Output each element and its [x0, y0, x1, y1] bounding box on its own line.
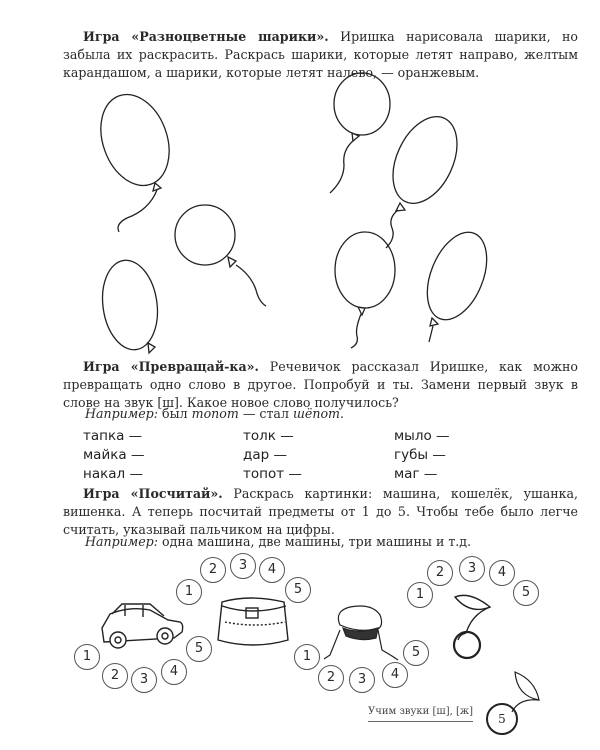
- word-item: губы —: [394, 447, 446, 463]
- word-item: тапка —: [83, 428, 143, 444]
- balloon[interactable]: [416, 224, 499, 342]
- cherry-illustration: [454, 595, 490, 658]
- count-circle[interactable]: 4: [259, 557, 285, 583]
- count-circle[interactable]: 5: [285, 577, 311, 603]
- car-illustration: [102, 604, 183, 648]
- word-item: накал —: [83, 466, 143, 482]
- example-label: Например:: [85, 534, 158, 549]
- hat-illustration: [324, 606, 398, 660]
- cherry-leaf-decoration: [512, 672, 539, 712]
- balloon[interactable]: [89, 85, 181, 232]
- word-item: майка —: [83, 447, 145, 463]
- count-circle[interactable]: 3: [131, 667, 157, 693]
- purse-illustration: [218, 598, 288, 645]
- count-circle[interactable]: 2: [200, 557, 226, 583]
- game3-example: [85, 534, 471, 549]
- word-item: толк —: [243, 428, 294, 444]
- count-circle[interactable]: 2: [318, 665, 344, 691]
- running-title: Учим звуки [ш], [ж]: [368, 706, 473, 722]
- example-text: .: [340, 406, 345, 421]
- count-circle[interactable]: 2: [102, 663, 128, 689]
- count-circle[interactable]: 1: [407, 582, 433, 608]
- balloon[interactable]: [97, 257, 163, 354]
- example-word: шёпот: [292, 406, 340, 421]
- balloon[interactable]: [175, 205, 266, 306]
- count-circle[interactable]: 4: [382, 662, 408, 688]
- word-column: [243, 428, 302, 485]
- page-number: 5: [486, 703, 518, 735]
- game3-paragraph: [63, 485, 578, 539]
- balloon[interactable]: [330, 73, 390, 193]
- example-text: был: [162, 406, 188, 421]
- word-column: [394, 428, 450, 485]
- count-circle[interactable]: 2: [427, 560, 453, 586]
- game2-example: [85, 406, 344, 421]
- example-text: одна машина, две машины, три машины и т.д.: [162, 534, 472, 549]
- count-circle[interactable]: 1: [294, 644, 320, 670]
- game2-text: Речевичок рассказал Иришке, как можно превращать одно слово в другое. Попробуй и ты. Замени первый звук в слове на звук [ш]. Какое новое слово получилось?: [63, 359, 579, 410]
- example-text: — стал: [242, 406, 289, 421]
- count-circle[interactable]: 3: [459, 556, 485, 582]
- count-circle[interactable]: 1: [74, 644, 100, 670]
- count-circle[interactable]: 5: [403, 640, 429, 666]
- balloon[interactable]: [380, 106, 470, 248]
- word-item: мыло —: [394, 428, 450, 444]
- count-circle[interactable]: 4: [161, 659, 187, 685]
- game1-title: Игра «Разноцветные шарики».: [83, 29, 329, 44]
- count-circle[interactable]: 4: [489, 560, 515, 586]
- word-column: [83, 428, 144, 485]
- word-item: топот —: [243, 466, 302, 482]
- example-word: топот: [191, 406, 239, 421]
- game3-text: Раскрась картинки: машина, кошелёк, ушанка, вишенка. А теперь посчитай предметы от 1 до 5. Чтобы тебе было легче считать, указывай пальчиком на цифры.: [63, 486, 578, 537]
- game2-title: Игра «Превращай-ка».: [83, 359, 259, 374]
- game2-paragraph: [63, 358, 578, 412]
- count-circle[interactable]: 1: [176, 579, 202, 605]
- word-item: дар —: [243, 447, 287, 463]
- word-item: маг —: [394, 466, 438, 482]
- count-circle[interactable]: 3: [230, 553, 256, 579]
- count-circle[interactable]: 5: [513, 580, 539, 606]
- balloon[interactable]: [335, 232, 395, 348]
- game1-text: Иришка нарисовала шарики, но забыла их раскрасить. Раскрась шарики, которые летят направо, желтым карандашом, а шарики, которые летят налево, — оранжевым.: [63, 29, 578, 80]
- game3-title: Игра «Посчитай».: [83, 486, 223, 501]
- example-label: Например:: [85, 406, 158, 421]
- count-circle[interactable]: 5: [186, 636, 212, 662]
- count-circle[interactable]: 3: [349, 667, 375, 693]
